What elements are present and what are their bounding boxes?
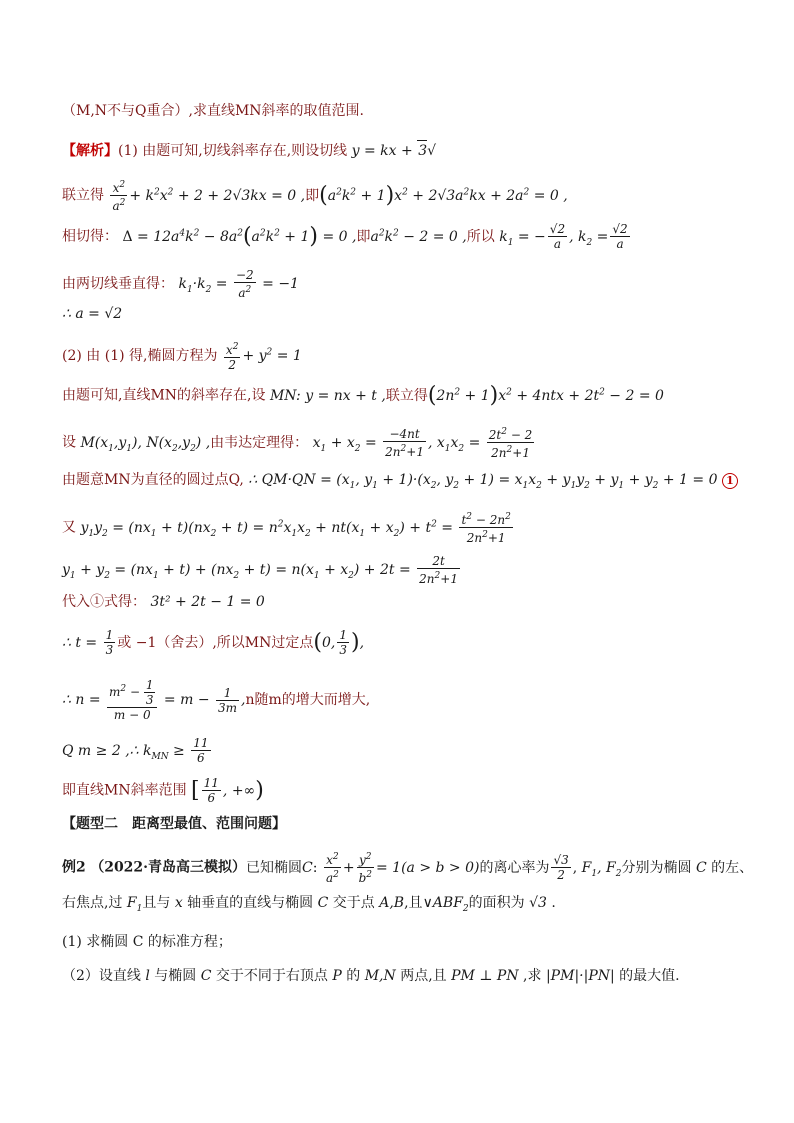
solution-line-6 (62, 340, 302, 372)
example-2-question-2 (62, 966, 680, 986)
example-2-line-1 (62, 850, 753, 885)
section-heading-text: 【题型二 距离型最值、范围问题】 (62, 816, 286, 832)
solution-text-6: (2) 由 (1) 得,椭圆方程为 (62, 348, 218, 364)
solution-line-3 (62, 222, 632, 252)
example-source: （2022·青岛高三模拟） (90, 859, 247, 876)
solution-text-2: 联立得 (62, 187, 104, 204)
solution-line-15 (62, 736, 213, 766)
section-heading (62, 814, 286, 834)
solution-line-7 (62, 382, 664, 406)
equation-marker-1: 1 (722, 473, 738, 489)
combined-equation: $\frac{x^2}{a^2}$ + $k^2x^2 + 2 + 2√3kx = 0$ ,即$(a^2k^2 + 1)x^2 + 2√3a^2kx + 2a^2 = 0$ , (112, 180, 568, 213)
solution-text-7: 由题可知,直线MN的斜率存在,设 (62, 387, 266, 404)
solution-text-9: 由题意MN为直径的圆过点Q, (62, 472, 244, 488)
line-mn-equation: MN: y = nx + t ,联立得$(2n^2 + 1)x^2 + 4ntx + 2t^2 - 2 = 0$ (269, 382, 664, 408)
vieta-formulas: $M(x_1,y_1)$, $N(x_2,y_2)$ ,由韦达定理得： $x_1 + x_2$ = $\frac{-4nt}{2n^2+1}$ , $x_1x_2$ = $\frac{2t^2 - 2}{2n^2+1}$ (80, 426, 533, 460)
quadratic-t: 3t² + 2t − 1 = 0 (150, 594, 265, 610)
perpendicular-condition: $k_1\cdot k_2$ = $\frac{-2}{a^2}$ = −1 (178, 268, 299, 300)
solution-line-5 (62, 304, 122, 324)
tangent-formula: y = kx + 3√ (352, 143, 436, 159)
solution-line-2 (62, 178, 568, 213)
solution-text-1: (1) 由题可知,切线斜率存在,则设切线 (118, 143, 348, 159)
solution-line-16 (62, 776, 264, 805)
slope-bound: Q m ≥ 2 ,∴ $k_{MN}$ ≥ $\frac{11}{6}$ (62, 736, 209, 765)
example-statement-2: 右焦点,过 $F_1$且与 x 轴垂直的直线与椭圆 C 交于点 A,B,且$\vee ABF_2$的面积为 √3 . (62, 895, 556, 914)
solution-text-12: 代入①式得： (62, 594, 146, 610)
solution-line-4 (62, 268, 299, 300)
solution-text-4: 由两切线垂直得： (62, 276, 174, 292)
y-sum-equation: $y_1 + y_2 = (nx_1 + t) + (nx_2 + t) = n(x_1 + x_2) + 2t$ = $\frac{2t}{2n^2+1}$ (62, 554, 458, 586)
a-value: ∴ a = √2 (62, 306, 123, 322)
example-label: 例2 (62, 859, 86, 876)
y-product-equation: $y_1y_2 = (nx_1 + t)(nx_2 + t) = n^2x_1x_2 + nt(x_1 + x_2) + t^2$ = $\frac{t^2 - 2n^2}{2n^2+1}$ (80, 512, 511, 545)
slope-range: [ $\frac{11}{6}$ , +∞) (191, 776, 264, 805)
solution-text-10: 又 (62, 519, 76, 536)
solution-text-8: 设 (62, 434, 76, 451)
example-2-line-2 (62, 893, 556, 919)
solution-text-3: 相切得： (62, 228, 118, 245)
example-statement-1: 已知椭圆C: $\frac{x^2}{a^2}$ + $\frac{y^2}{b^2}$ = 1(a > b > 0)的离心率为 $\frac{√3}{2}$ , $F_1$, $F_2$分别为椭圆 C 的左、 (246, 852, 754, 885)
solution-line-14 (62, 678, 370, 722)
analysis-tag: 【解析】 (62, 143, 118, 159)
ellipse-equation: $\frac{x^2}{2}$ + $y^2 = 1$ (225, 342, 302, 372)
problem-tail-text: （M,N不与Q重合）,求直线MN斜率的取值范围. (62, 103, 364, 119)
solution-line-11 (62, 554, 462, 586)
solution-line-12 (62, 592, 265, 612)
discriminant-equation: $\Delta = 12a^4k^2 - 8a^2(a^2k^2 + 1) = 0$ ,即$a^2k^2 - 2 = 0$ ,所以 $k_1$ = − $\frac{√2}{a}$ , $k_2$ = $\frac{√2}{a}$ (122, 222, 628, 251)
solution-line-10 (62, 510, 515, 545)
question-2-text: （2）设直线 l 与椭圆 C 交于不同于右顶点 P 的 M,N 两点,且 PM ⊥ PN ,求 |PM|·|PN| 的最大值. (62, 968, 680, 984)
n-expression: ∴ n = $m^2$ − $\frac{1}{3}$ m − 0 = m − $\frac{1}{3m}$ ,n随m的增大而增大, (62, 678, 371, 722)
solution-line-9 (62, 470, 738, 496)
solution-line-13 (62, 628, 364, 657)
example-2-question-1 (62, 932, 232, 952)
solution-conclusion: 即直线MN斜率范围 (62, 782, 187, 799)
t-solution: ∴ t = $\frac{1}{3}$ 或 −1（舍去）,所以MN过定点(0, $\frac{1}{3}$ ), (62, 628, 365, 657)
solution-line-8 (62, 425, 536, 460)
dot-product-equation: ∴ $QM\cdot QN = (x_1$, $y_1 + 1)\cdot(x_2$, $y_2 + 1) = x_1x_2 + y_1y_2 + y_1 + y_2 + 1 = 0$ (248, 472, 718, 491)
solution-line-1 (62, 140, 436, 161)
problem-tail (62, 101, 364, 121)
question-1-text: (1) 求椭圆 C 的标准方程； (62, 934, 232, 950)
